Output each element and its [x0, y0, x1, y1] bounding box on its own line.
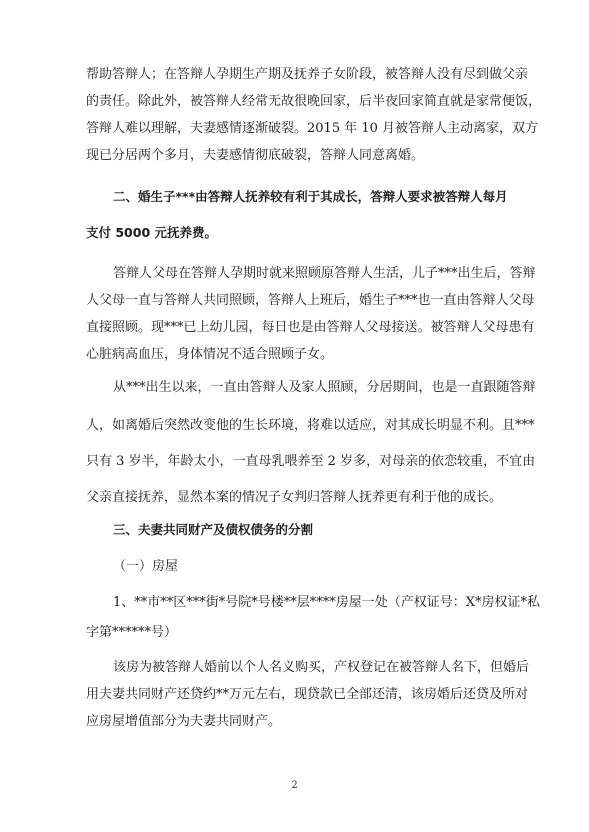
text-line: 答辩人难以理解，夫妻感情逐渐破裂。2015 年 10 月被答辩人主动离家，双方 — [86, 121, 539, 136]
subsection-heading: （一）房屋 — [113, 559, 179, 574]
text-line: 帮助答辩人；在答辩人孕期生产期及抚养子女阶段，被答辩人没有尽到做父亲 — [86, 67, 529, 82]
text-line: 人父母一直与答辩人共同照顾，答辩人上班后，婚生子***也一直由答辩人父母 — [86, 293, 535, 308]
text-line: 该房为被答辩人婚前以个人名义购买，产权登记在被答辩人名下，但婚后 — [113, 660, 530, 675]
text-line: 应房屋增值部分为夫妻共同财产。 — [86, 714, 282, 729]
text-line: 人，如离婚后突然改变他的生长环境，将难以适应，对其成长明显不利。且*** — [86, 418, 535, 433]
page-number: 2 — [291, 780, 298, 791]
section-heading: 二、婚生子***由答辩人抚养较有利于其成长，答辩人要求被答辩人每月 — [113, 189, 508, 204]
text-line: 1、**市**区***街*号院*号楼**层****房屋一处（产权证号：X*房权证*私 — [113, 595, 541, 610]
text-line: 现已分居两个多月，夫妻感情彻底破裂，答辩人同意离婚。 — [86, 148, 425, 163]
text-line: 用夫妻共同财产还贷约**万元左右，现贷款已全部还清，该房婚后还贷及所对 — [86, 687, 529, 702]
text-line: 父亲直接抚养，显然本案的情况子女判归答辩人抚养更有利于他的成长。 — [86, 490, 503, 505]
text-line: 只有 3 岁半，年龄太小，一直母乳喂养至 2 岁多，对母亲的依恋较重，不宜由 — [86, 454, 536, 469]
section-heading: 支付 5000 元抚养费。 — [86, 225, 217, 240]
text-line: 直接照顾。现***已上幼儿园，每日也是由答辩人父母接送。被答辩人父母患有 — [86, 320, 535, 335]
text-line: 答辩人父母在答辩人孕期时就来照顾原答辩人生活，儿子***出生后，答辩 — [113, 266, 536, 281]
section-heading: 三、夫妻共同财产及债权债务的分割 — [113, 522, 314, 537]
text-line: 字第******号） — [86, 625, 178, 640]
text-line: 从***出生以来，一直由答辩人及家人照顾，分居期间，也是一直跟随答辩 — [113, 380, 536, 395]
text-line: 的责任。除此外，被答辩人经常无故很晚回家，后半夜回家简直就是家常便饭， — [86, 94, 542, 109]
text-line: 心脏病高血压，身体情况不适合照顾子女。 — [86, 347, 334, 362]
